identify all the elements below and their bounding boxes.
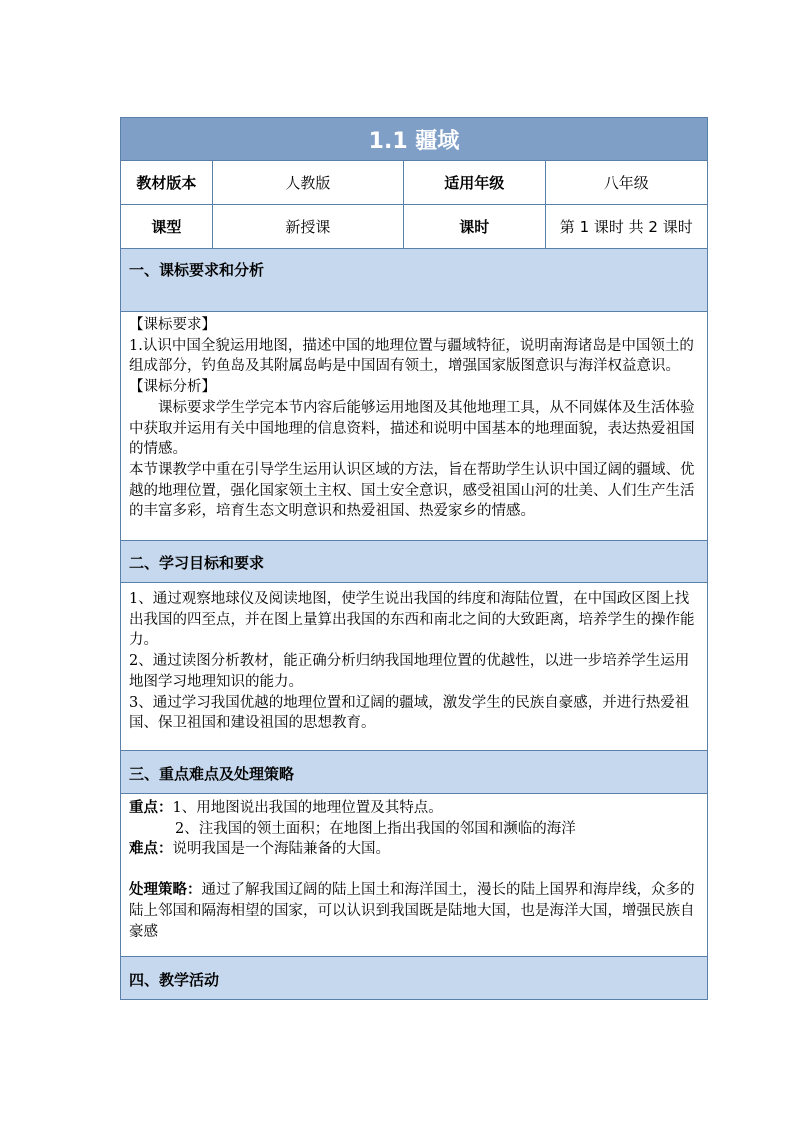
difficulty-line	[129, 839, 701, 860]
section-header-curriculum: 一、课标要求和分析	[121, 249, 707, 312]
grade-label: 适用年级	[404, 161, 546, 204]
curriculum-req-heading: 【课标要求】	[129, 317, 216, 333]
info-row-edition	[121, 161, 707, 205]
difficulty-text: 说明我国是一个海陆兼备的大国。	[172, 841, 390, 858]
section-header-activities: 四、教学活动	[121, 957, 707, 999]
objective-item: 2、通过读图分析教材，能正确分析归纳我国地理位置的优越性，以进一步培养学生运用地图学习地理知识的能力。	[129, 653, 690, 690]
section-body-key-points	[121, 794, 707, 957]
spacer	[129, 860, 701, 880]
edition-label: 教材版本	[121, 161, 213, 204]
key-point-line	[129, 798, 701, 819]
section-body-objectives	[121, 583, 707, 751]
grade-value: 八年级	[603, 174, 649, 192]
lesson-type-value: 新授课	[213, 205, 404, 248]
objective-item: 1、通过观察地球仪及阅读地图，使学生说出我国的纬度和海陆位置，在中国政区图上找出我国的四至点，并在图上量算出我国的东西和南北之间的大致距离，培养学生的操作能力。	[129, 591, 695, 649]
curriculum-focus-text: 本节课教学中重在引导学生运用认识区域的方法，旨在帮助学生认识中国辽阔的疆域、优越的地理位置，强化国家领土主权、国土安全意识，感受祖国山河的壮美、人们生产生活的丰富多彩，培育生态文明意识和热爱祖国、热爱家乡的情感。	[129, 461, 695, 520]
lesson-plan-table	[120, 117, 708, 1000]
periods-value: 第 1 课时 共 2 课时	[559, 218, 693, 236]
key-point-item: 1、用地图说出我国的地理位置及其特点。	[172, 800, 443, 816]
edition-value: 人教版	[213, 161, 404, 204]
strategy-line	[129, 880, 701, 942]
section-header-key-points: 三、重点难点及处理策略	[121, 751, 707, 794]
lesson-type-label: 课型	[121, 205, 213, 248]
difficulty-label: 难点：	[129, 840, 173, 858]
key-point-item-2: 2、注我国的领土面积；在地图上指出我国的邻国和濒临的海洋	[175, 820, 576, 837]
periods-label: 课时	[404, 205, 546, 248]
section-header-objectives: 二、学习目标和要求	[121, 541, 707, 583]
curriculum-analysis-text: 课标要求学生学完本节内容后能够运用地图及其他地理工具，从不同媒体及生活体验中获取并运用有关中国地理的信息资料，描述和说明中国基本的地理面貌，表达热爱祖国的情感。	[129, 399, 695, 458]
curriculum-analysis-heading: 【课标分析】	[129, 379, 216, 396]
objective-item: 3、通过学习我国优越的地理位置和辽阔的疆域，激发学生的民族自豪感，并进行热爱祖国、保卫祖国和建设祖国的思想教育。	[129, 694, 690, 732]
info-row-lesson-type	[121, 205, 707, 249]
page-title: 1.1 疆域	[121, 118, 707, 161]
strategy-label: 处理策略：	[129, 881, 202, 899]
strategy-text: 通过了解我国辽阔的陆上国土和海洋国土，漫长的陆上国界和海岸线，众多的陆上邻国和隔海相望的国家，可以认识到我国既是陆地大国，也是海洋大国，增强民族自豪感	[129, 882, 695, 940]
section-body-curriculum	[121, 312, 707, 541]
curriculum-req-text: 1.认识中国全貌运用地图，描述中国的地理位置与疆域特征，说明南海诸岛是中国领土的组成部分，钓鱼岛及其附属岛屿是中国固有领土，增强国家版图意识与海洋权益意识。	[129, 337, 694, 375]
key-point-label: 重点：	[129, 799, 173, 816]
